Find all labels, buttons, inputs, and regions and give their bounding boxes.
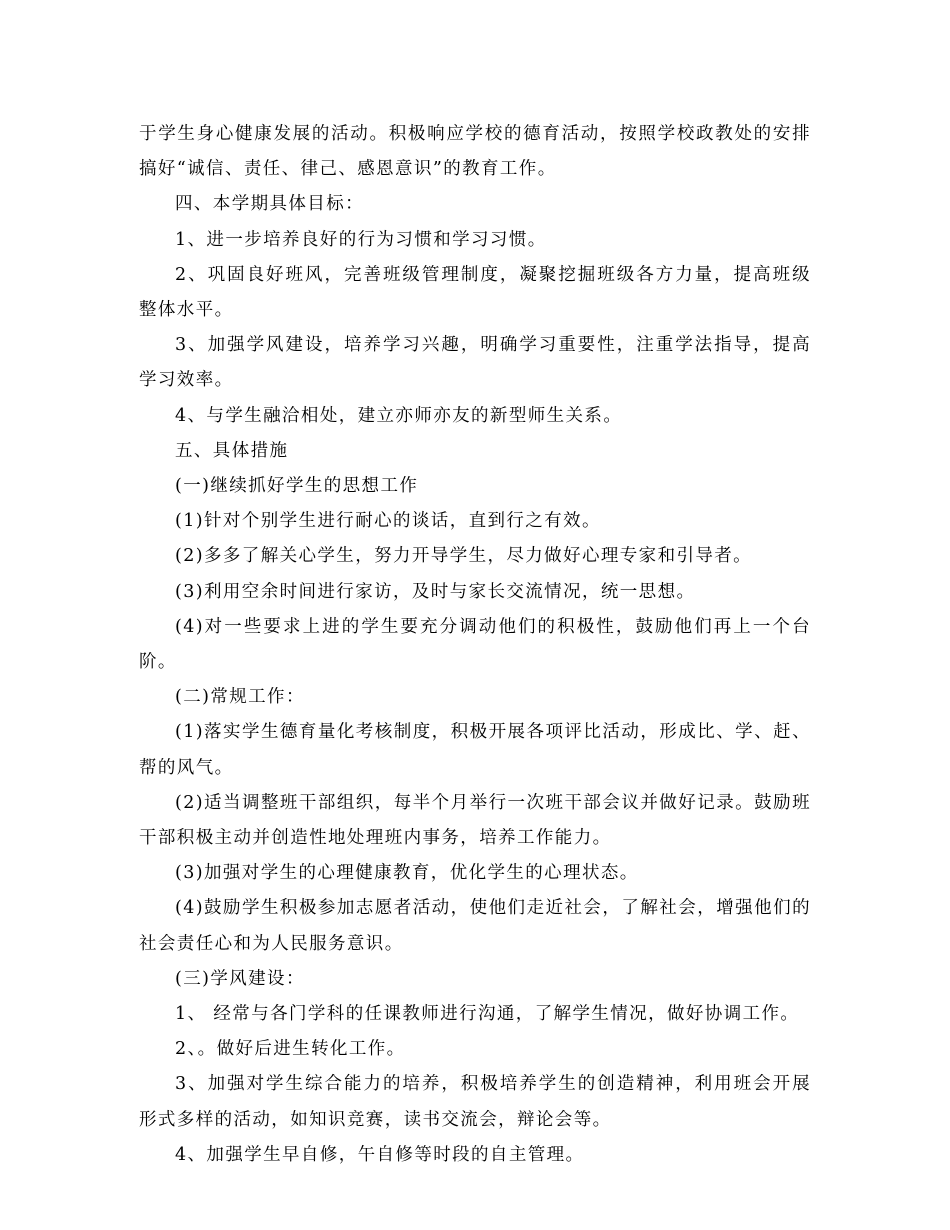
measure-item: (2)多多了解关心学生，努力开导学生，尽力做好心理专家和引导者。 [175, 546, 753, 567]
measure-item: (4)鼓励学生积极参加志愿者活动，使他们走近社会，了解社会，增强他们的社会责任心和为人民服务意识。 [139, 898, 811, 954]
measure-item: 2、。做好后进生转化工作。 [175, 1039, 406, 1060]
measure-item: (2)适当调整班干部组织，每半个月举行一次班干部会议并做好记录。鼓励班干部积极主动并创造性地处理班内事务，培养工作能力。 [139, 792, 811, 849]
measure-item: 3、加强对学生综合能力的培养，积极培养学生的创造精神，利用班会开展形式多样的活动，如知识竞赛，读书交流会，辩论会等。 [139, 1074, 811, 1130]
measure-item: 4、加强学生早自修，午自修等时段的自主管理。 [175, 1144, 585, 1165]
goal-item: 4、与学生融洽相处，建立亦师亦友的新型师生关系。 [175, 405, 623, 426]
subsection-heading: (二)常规工作： [175, 687, 305, 708]
measure-item: (4)对一些要求上进的学生要充分调动他们的积极性，鼓励他们再上一个台阶。 [139, 616, 811, 673]
goal-item: 1、进一步培养良好的行为习惯和学习习惯。 [175, 229, 547, 250]
goal-item: 3、加强学风建设，培养学习兴趣，明确学习重要性，注重学法指导，提高学习效率。 [139, 335, 811, 391]
measure-item: (3)加强对学生的心理健康教育，优化学生的心理状态。 [175, 863, 639, 884]
subsection-heading: (一)继续抓好学生的思想工作 [175, 476, 419, 497]
paragraph: 于学生身心健康发展的活动。积极响应学校的德育活动，按照学校政教处的安排搞好“诚信、责任、律己、感恩意识”的教育工作。 [139, 124, 811, 180]
measure-item: (1)针对个别学生进行耐心的谈话，直到行之有效。 [175, 511, 601, 532]
measure-item: (3)利用空余时间进行家访，及时与家长交流情况，统一思想。 [175, 581, 696, 602]
goal-item: 2、巩固良好班风，完善班级管理制度，凝聚挖掘班级各方力量，提高班级整体水平。 [139, 264, 811, 321]
measure-item: 1、 经常与各门学科的任课教师进行沟通，了解学生情况，做好协调工作。 [175, 1004, 800, 1025]
measure-item: (1)落实学生德育量化考核制度，积极开展各项评比活动，形成比、学、赶、帮的风气。 [139, 722, 811, 778]
document-body [139, 117, 811, 1173]
subsection-heading: (三)学风建设： [175, 968, 305, 989]
section-heading-measures: 五、具体措施 [175, 440, 289, 461]
section-heading-goals: 四、本学期具体目标： [175, 194, 364, 215]
